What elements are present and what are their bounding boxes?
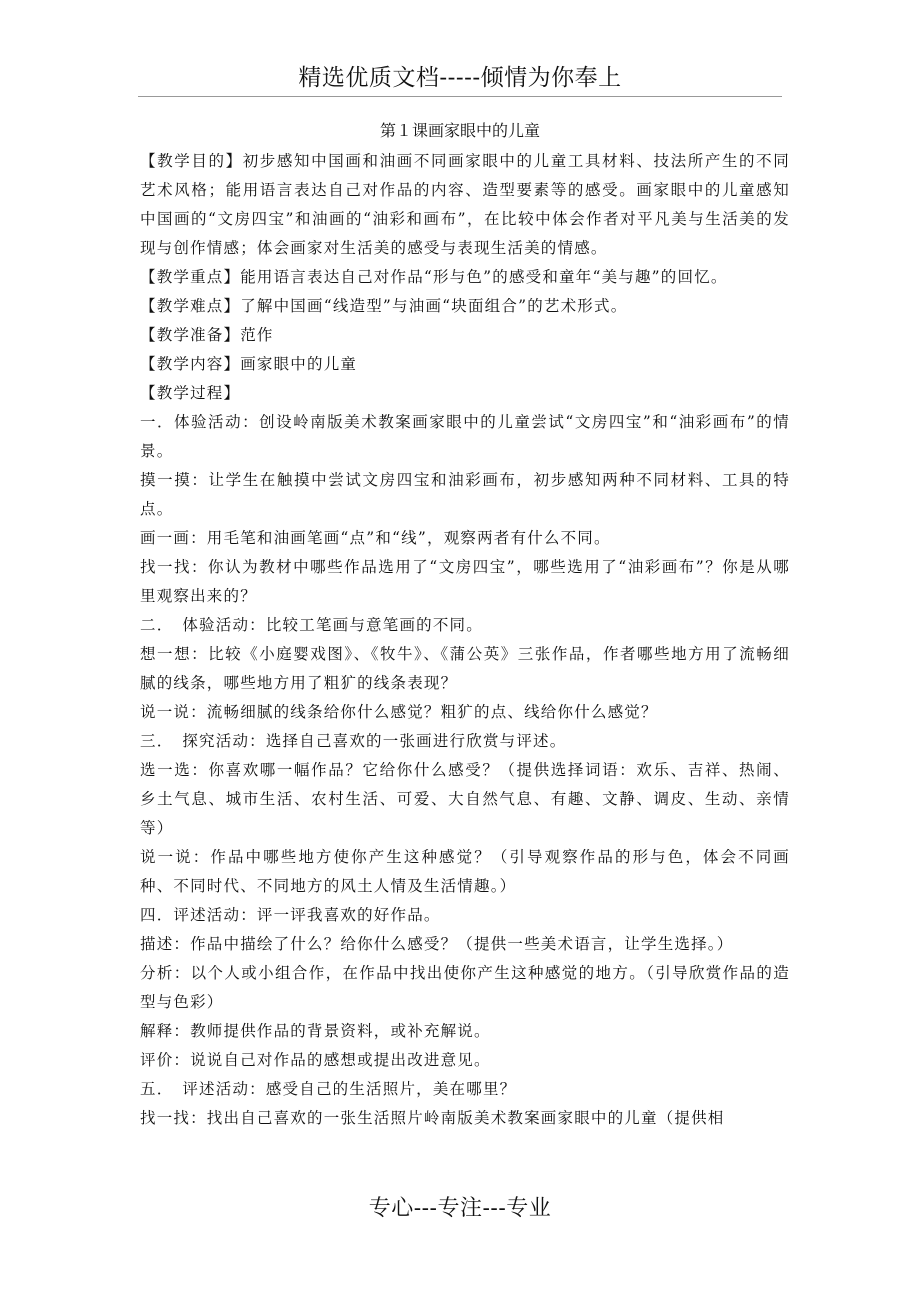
paragraph-content: 【教学内容】画家眼中的儿童 xyxy=(140,355,358,373)
paragraph-activity-2: 二． 体验活动：比较工笔画与意笔画的不同。 xyxy=(140,616,483,634)
paragraph-preparation: 【教学准备】范作 xyxy=(140,326,274,344)
paragraph-activity-5: 五． 评述活动：感受自己的生活照片，美在哪里？ xyxy=(140,1080,517,1098)
paragraph-choose: 选一选：你喜欢哪一幅作品？它给你什么感受？（提供选择词语：欢乐、吉祥、热闹、乡土气息、城市生活、农村生活、可爱、大自然气息、有趣、文静、调皮、生动、亲情等） xyxy=(140,761,790,837)
paragraph-key-point: 【教学重点】能用语言表达自己对作品“形与色”的感受和童年“美与趣”的回忆。 xyxy=(140,268,728,286)
paragraph-teaching-goal: 【教学目的】初步感知中国画和油画不同画家眼中的儿童工具材料、技法所产生的不同艺术风格；能用语言表达自己对作品的内容、造型要素等的感受。画家眼中的儿童感知中国画的“文房四宝”和油画的“油彩和画布”，在比较中体会作者对平凡美与生活美的发现与创作情感；体会画家对生活美的感受与表现生活美的情感。 xyxy=(140,152,790,257)
paragraph-think: 想一想：比较《小庭婴戏图》、《牧牛》、《蒲公英》三张作品，作者哪些地方用了流畅细腻的线条，哪些地方用了粗犷的线条表现？ xyxy=(140,645,790,692)
paragraph-touch: 摸一摸：让学生在触摸中尝试文房四宝和油彩画布，初步感知两种不同材料、工具的特点。 xyxy=(140,471,790,518)
paragraph-process-heading: 【教学过程】 xyxy=(140,384,241,402)
paragraph-describe: 描述：作品中描绘了什么？给你什么感受？（提供一些美术语言，让学生选择。） xyxy=(140,935,734,953)
paragraph-say: 说一说：流畅细腻的线条给你什么感觉？粗犷的点、线给你什么感觉？ xyxy=(140,703,658,721)
page-footer: 专心---专注---专业 xyxy=(368,1196,552,1221)
page-header: 精选优质文档-----倾情为你奉上 xyxy=(138,60,782,97)
paragraph-say-2: 说一说：作品中哪些地方使你产生这种感觉？（引导观察作品的形与色，体会不同画种、不同时代、不同地方的风土人情及生活情趣。） xyxy=(140,848,790,895)
paragraph-activity-4: 四．评述活动：评一评我喜欢的好作品。 xyxy=(140,906,441,924)
document-body xyxy=(140,147,790,1133)
paragraph-draw: 画一画：用毛笔和油画笔画“点”和“线”，观察两者有什么不同。 xyxy=(140,529,611,547)
paragraph-find: 找一找：你认为教材中哪些作品选用了“文房四宝”，哪些选用了“油彩画布”？你是从哪里观察出来的？ xyxy=(140,558,790,605)
lesson-title: 第１课画家眼中的儿童 xyxy=(379,121,540,140)
paragraph-difficulty: 【教学难点】了解中国画“线造型”与油画“块面组合”的艺术形式。 xyxy=(140,297,628,315)
paragraph-find-photo: 找一找：找出自己喜欢的一张生活照片岭南版美术教案画家眼中的儿童（提供相 xyxy=(140,1109,725,1127)
paragraph-explain: 解释：教师提供作品的背景资料，或补充解说。 xyxy=(140,1022,491,1040)
paragraph-activity-1: 一．体验活动：创设岭南版美术教案画家眼中的儿童尝试“文房四宝”和“油彩画布”的情景。 xyxy=(140,413,790,460)
paragraph-activity-3: 三． 探究活动：选择自己喜欢的一张画进行欣赏与评述。 xyxy=(140,732,567,750)
paragraph-analyze: 分析：以个人或小组合作，在作品中找出使你产生这种感觉的地方。（引导欣赏作品的造型与色彩） xyxy=(140,964,790,1011)
paragraph-evaluate: 评价：说说自己对作品的感想或提出改进意见。 xyxy=(140,1051,491,1069)
